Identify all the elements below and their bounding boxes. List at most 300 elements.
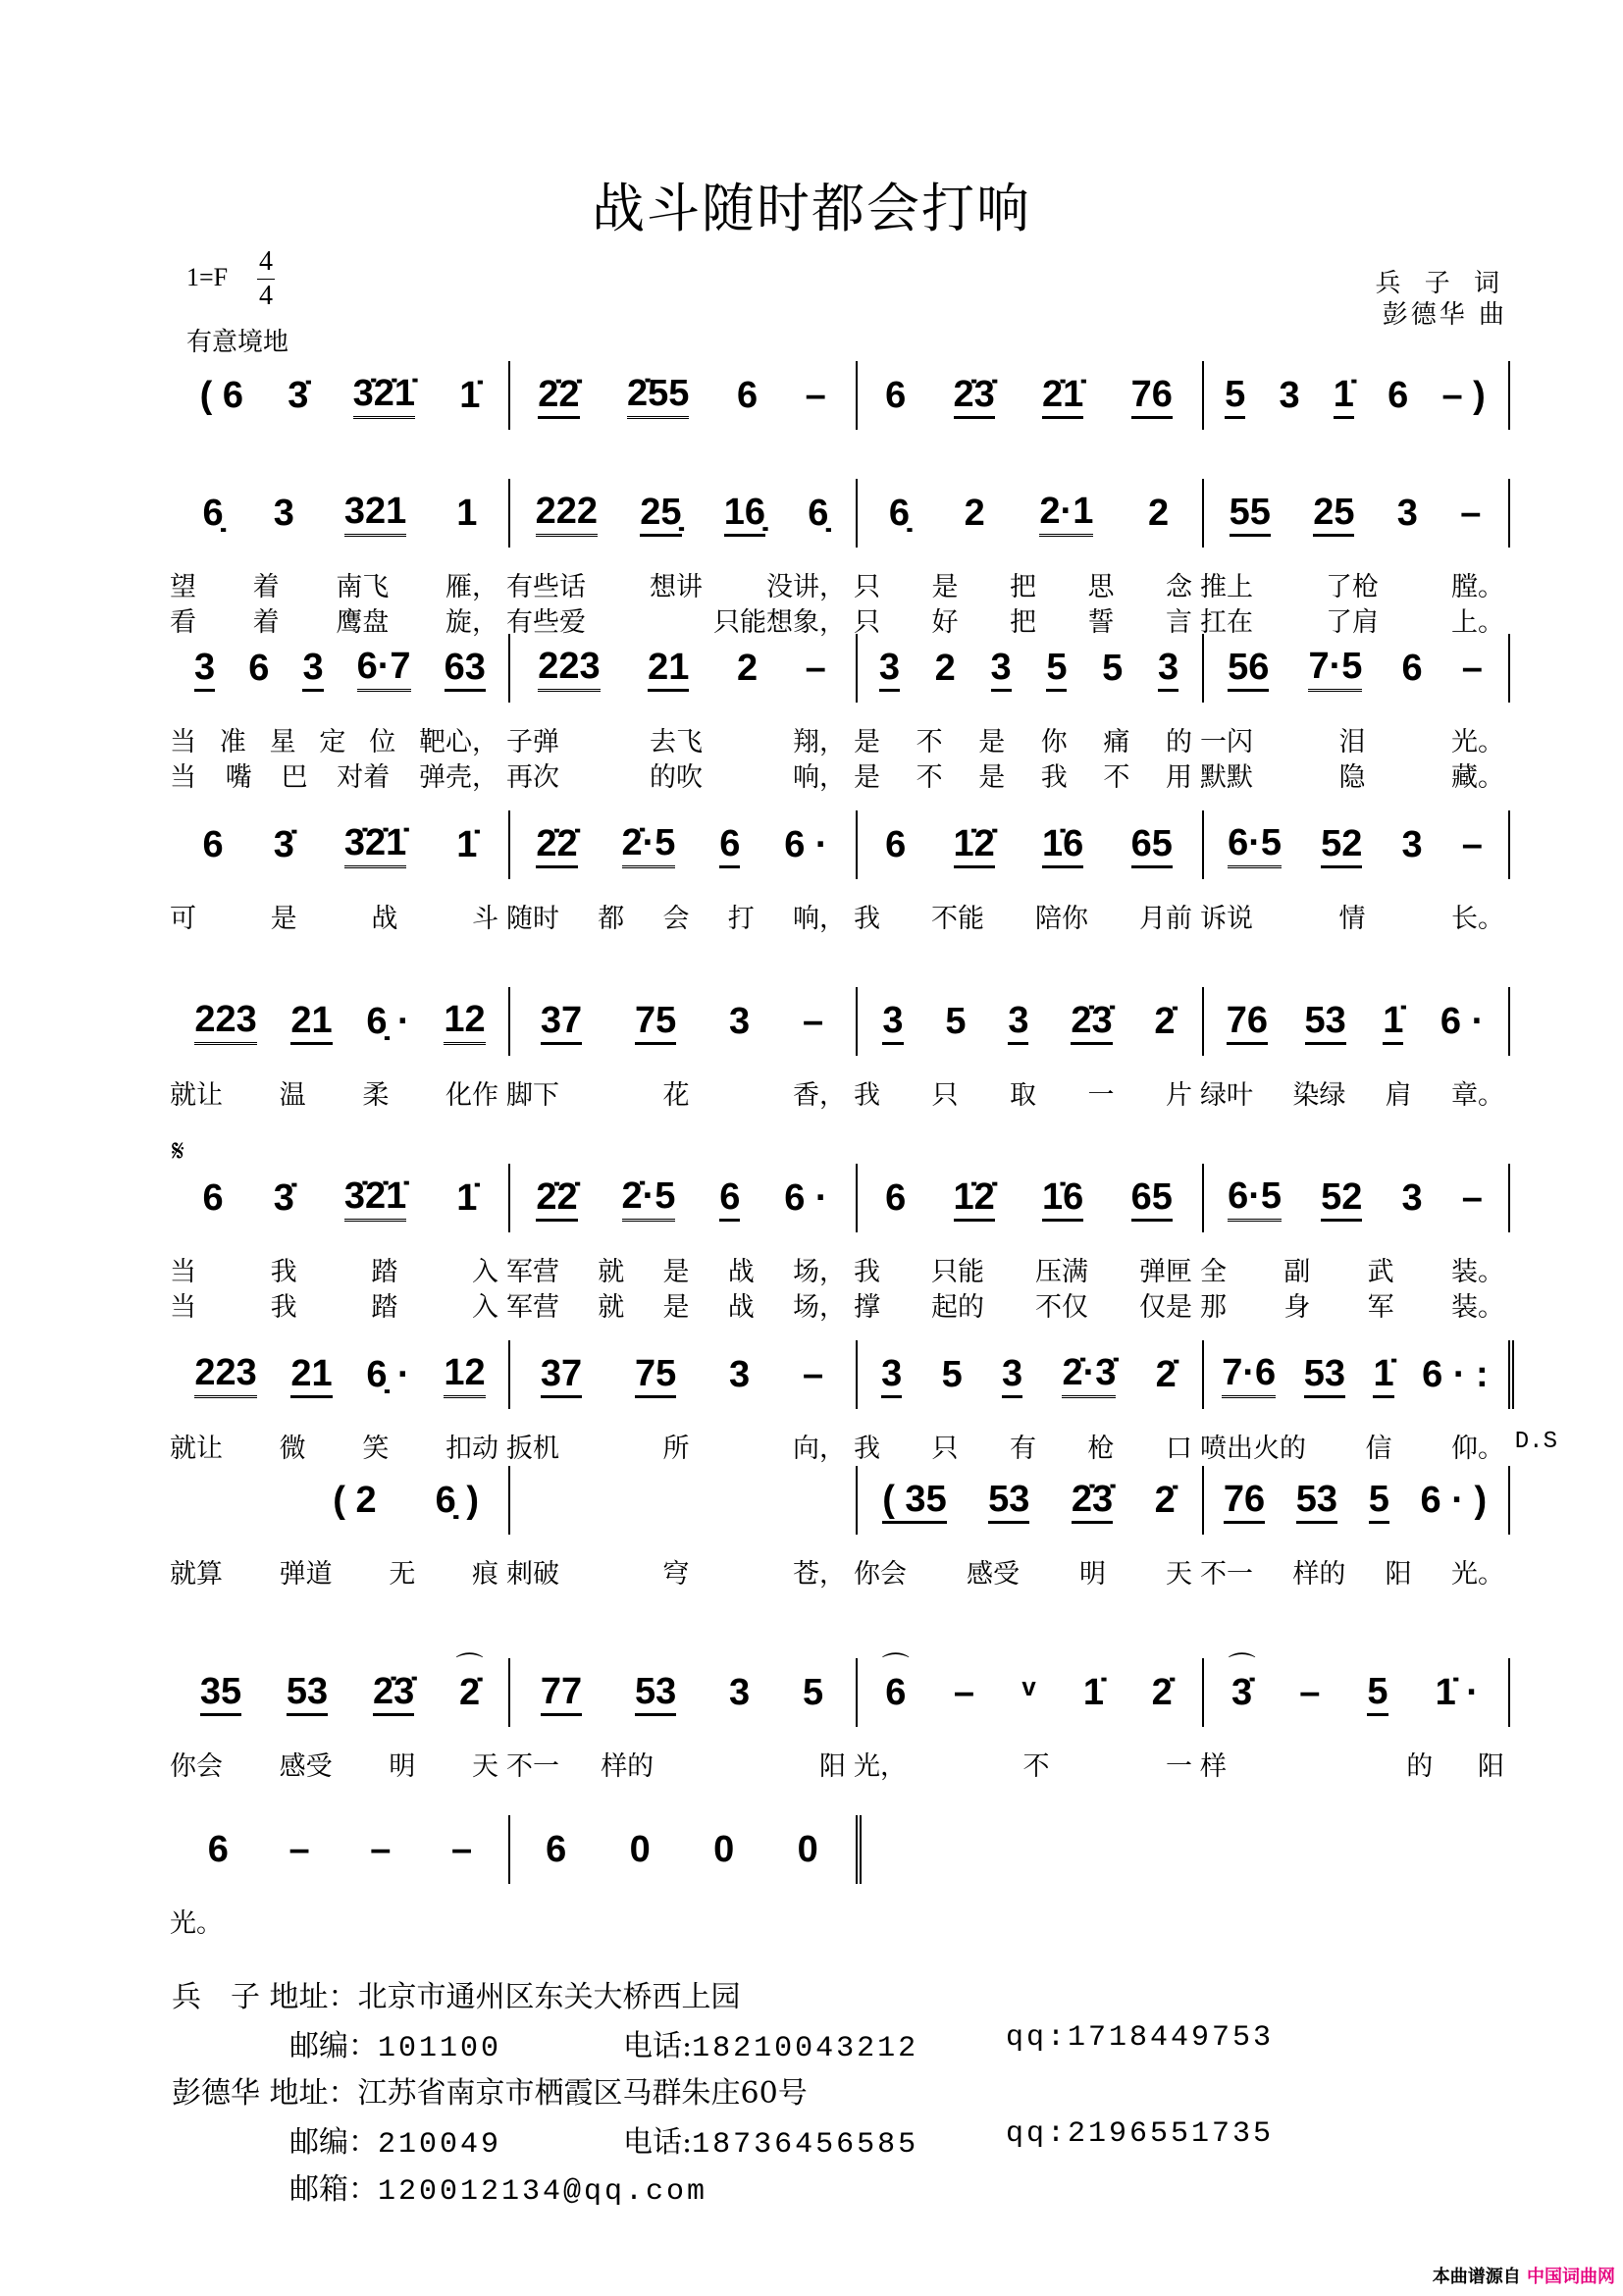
lyric-word: 踏: [371, 1292, 398, 1323]
lyric-word: 痛: [1103, 727, 1130, 757]
lyric-measure: [166, 897, 502, 935]
lyric-word: 就让: [170, 1080, 223, 1111]
contact-line-2: [289, 2021, 1275, 2065]
time-signature-top: 4: [259, 246, 273, 277]
email: 120012134@qq.com: [378, 2175, 708, 2209]
note: 1̇ ·: [1435, 1672, 1479, 1713]
lyric-word: 弹道: [279, 1559, 333, 1590]
measure: [856, 1344, 1202, 1405]
lyrics-line: [172, 1073, 1508, 1109]
barline: [508, 361, 510, 430]
lyric-word: 鹰盘: [336, 607, 390, 638]
barline: [856, 1164, 858, 1232]
note: 76: [1227, 999, 1268, 1045]
lyric-measure: [1196, 720, 1508, 758]
lyric-measure: [166, 1073, 502, 1112]
note: 6̣ ·: [366, 1354, 410, 1395]
note: 6: [202, 1177, 224, 1219]
measure: [856, 1651, 1202, 1723]
staff-system: [170, 1134, 1508, 1323]
lyric-word: 巴: [281, 762, 308, 793]
note: 53: [1305, 999, 1346, 1045]
staff-system: [172, 991, 1508, 1109]
lyric-measure: [850, 1285, 1196, 1324]
note: 3: [1008, 999, 1028, 1045]
lyric-word: 不: [916, 727, 943, 757]
note: 53: [988, 1478, 1029, 1524]
watermark-site[interactable]: 中国词曲网: [1527, 2267, 1615, 2287]
lyric-word: 有些话: [506, 572, 586, 602]
lyric-word: 响，: [793, 904, 846, 934]
notes-row: [172, 638, 1508, 699]
lyric-word: 不仅: [1035, 1292, 1088, 1323]
watermark-prefix: 本曲谱源自: [1432, 2267, 1521, 2287]
staff-system: [172, 1819, 1508, 1937]
note: 6 ·: [1440, 1001, 1485, 1042]
lyric-word: 。: [196, 1908, 223, 1939]
lyric-measure: [166, 600, 502, 639]
lyric-word: 片: [1166, 1080, 1192, 1111]
postcode-label: 邮编：: [289, 2125, 378, 2160]
email-label: 邮箱：: [289, 2172, 378, 2207]
note: 5: [941, 1354, 963, 1395]
lyric-word: 穹: [662, 1559, 690, 1590]
lyric-word: 明: [389, 1751, 416, 1782]
note: 6: [885, 1177, 907, 1219]
measure: [508, 1819, 856, 1880]
lyric-word: 当: [170, 727, 196, 757]
lyric-word: 定: [319, 727, 346, 757]
note: 6: [719, 1175, 740, 1222]
lyric-word: 笑: [362, 1434, 390, 1464]
note: 3: [273, 493, 294, 534]
notes-row: [172, 1134, 1508, 1228]
lyric-word: 把: [1010, 572, 1036, 602]
note: 12: [444, 998, 485, 1045]
lyric-measure: [850, 720, 1196, 758]
note: 12: [444, 1351, 485, 1398]
note: 2̇ ⌒: [459, 1671, 480, 1714]
lyric-word: 装。: [1450, 1292, 1504, 1323]
note: 2̇2̇: [536, 822, 577, 868]
note: 2̇55: [627, 372, 689, 419]
lyric-word: 扳机: [506, 1434, 559, 1464]
note: 6 ⌒: [885, 1671, 906, 1714]
qq-label: qq:: [1006, 2117, 1069, 2151]
lyric-measure: [166, 565, 502, 603]
measure: [172, 483, 508, 544]
lyric-word: 默默: [1200, 762, 1253, 793]
lyric-measure: [166, 1902, 502, 1940]
contact-line-1: [172, 1972, 741, 2015]
lyric-word: 言: [1166, 607, 1192, 638]
lyric-word: 场，: [793, 1257, 846, 1287]
lyric-word: 你会: [170, 1751, 223, 1782]
lyric-word: 化作: [445, 1080, 498, 1111]
note: 2̇3̇: [1071, 999, 1112, 1045]
measure: [1202, 1168, 1508, 1228]
lyric-word: 陪你: [1035, 904, 1088, 934]
barline: [856, 987, 858, 1056]
note: 6: [1401, 648, 1423, 689]
lyric-word: 脚下: [506, 1080, 559, 1111]
lyric-word: 我: [270, 1257, 297, 1287]
note: 3: [882, 999, 903, 1045]
note: 2̇·3̇: [1062, 1351, 1116, 1398]
notes-row: [172, 483, 1508, 544]
barline: [856, 810, 858, 879]
barline: [856, 1340, 858, 1409]
lyric-word: 只能想象，: [713, 607, 846, 638]
note: 1̇2̇: [954, 1175, 995, 1222]
lyric-word: 扛在: [1200, 607, 1253, 638]
lyric-measure: [502, 1285, 850, 1324]
note: 3: [1396, 493, 1418, 534]
note: 3̇2̇1̇: [344, 821, 406, 868]
lyric-measure: [502, 1427, 850, 1465]
lyric-word: 军营: [506, 1292, 559, 1323]
note: 3̇: [273, 824, 294, 865]
lyric-word: 光，: [854, 1751, 907, 1782]
qq-number: 1718449753: [1068, 2021, 1275, 2055]
note: –: [953, 1672, 975, 1713]
lyric-word: 了枪: [1326, 572, 1379, 602]
note: 55: [1230, 491, 1271, 537]
note: 3: [1401, 1177, 1423, 1219]
barline: [508, 1815, 510, 1884]
lyric-word: 着: [252, 572, 280, 602]
note: 1̇: [1334, 373, 1354, 419]
note: –: [288, 1829, 310, 1870]
lyric-word: 弹壳，: [419, 762, 498, 793]
postcode-label: 邮编：: [289, 2029, 378, 2063]
song-title: 战斗随时都会打响: [592, 178, 1031, 239]
lyric-word: 不一: [506, 1751, 559, 1782]
note: 6: [885, 375, 907, 416]
note: 6: [207, 1829, 229, 1870]
measure: [856, 365, 1202, 426]
note: 3: [729, 1001, 751, 1042]
lyrics-line: [172, 756, 1508, 791]
lyric-measure: [502, 897, 850, 935]
measure: [172, 1168, 508, 1228]
note: ( 2: [333, 1480, 377, 1521]
note: 53: [635, 1670, 676, 1716]
note: 3: [879, 646, 900, 692]
lyric-word: 不: [1103, 762, 1130, 793]
note: –: [805, 648, 826, 689]
note: 6: [546, 1829, 567, 1870]
note: 2: [1148, 493, 1170, 534]
note: 75: [635, 999, 676, 1045]
barline: [508, 1340, 510, 1409]
measure: [856, 638, 1202, 699]
barline: [508, 987, 510, 1056]
note: 53: [1304, 1352, 1345, 1398]
lyric-word: 压满: [1035, 1257, 1088, 1287]
barline: [856, 1466, 858, 1535]
lyric-word: 柔: [362, 1080, 390, 1111]
note: 3: [302, 646, 323, 692]
lyric-word: 喷出火的: [1200, 1434, 1306, 1464]
note: 2̇·5: [622, 821, 676, 868]
phone-label: 电话:: [623, 2029, 693, 2063]
lyric-word: 明: [1079, 1559, 1106, 1590]
note: 223: [538, 645, 600, 692]
lyric-word: 不: [1022, 1751, 1050, 1782]
note: 6·7: [357, 645, 411, 692]
barline: [508, 479, 510, 548]
lyric-word: 只能: [931, 1257, 984, 1287]
note: 2̇1̇: [1042, 373, 1083, 419]
note: 3̇ ⌒: [1231, 1671, 1252, 1714]
note: 5: [802, 1672, 824, 1713]
lyric-measure: [1196, 565, 1508, 603]
lyric-measure: [502, 600, 850, 639]
barline: [856, 361, 858, 430]
note: 52: [1321, 1175, 1362, 1222]
lyric-word: 就: [598, 1292, 625, 1323]
lyric-word: 痕: [471, 1559, 498, 1590]
note: 3̇2̇1̇: [353, 372, 415, 419]
note: 56: [1228, 646, 1269, 692]
lyric-word: 光。: [1450, 1559, 1504, 1590]
barline: [508, 1658, 510, 1727]
note: 1: [456, 493, 478, 534]
note: 25: [1313, 491, 1354, 537]
notes-row: [172, 1470, 1508, 1531]
barline: [1202, 1466, 1204, 1535]
measure: [172, 1344, 508, 1405]
measure: [508, 1344, 856, 1405]
note: 1̇: [456, 1177, 478, 1219]
lyric-word: 藏。: [1451, 762, 1504, 793]
lyric-word: 当: [170, 762, 196, 793]
lyric-measure: [850, 1745, 1196, 1783]
staff-system: [172, 365, 1508, 426]
notes-row: [172, 991, 1508, 1052]
lyric-word: 用: [1165, 762, 1192, 793]
note: 223: [194, 1351, 256, 1398]
lyric-word: 着: [252, 607, 280, 638]
lyric-measure: [166, 756, 502, 794]
measure: [172, 1651, 508, 1723]
note: – ): [1441, 375, 1486, 416]
lyric-word: 天: [1166, 1559, 1192, 1590]
note: 7·5: [1308, 645, 1362, 692]
measure: [508, 1168, 856, 1228]
note: 2̇: [1151, 1672, 1173, 1713]
note: 2·1: [1039, 490, 1093, 537]
lyric-word: 当: [170, 1292, 196, 1323]
lyric-word: 隐: [1338, 762, 1366, 793]
note: 37: [541, 999, 582, 1045]
note: –: [1299, 1672, 1321, 1713]
staff-system: [172, 483, 1508, 636]
note: 5: [1225, 373, 1245, 419]
qq-label: qq:: [1006, 2021, 1069, 2055]
measure: [508, 1470, 856, 1531]
note: 2̇2̇: [536, 1175, 577, 1222]
note: 321: [344, 490, 406, 537]
note: 5: [1369, 1478, 1389, 1524]
barline: [856, 634, 858, 703]
time-signature: [257, 247, 275, 311]
note: 6: [202, 824, 224, 865]
lyrics-line: [172, 720, 1508, 756]
note: 3̇2̇1̇: [344, 1174, 406, 1222]
note: 0: [797, 1829, 818, 1870]
note: 3: [1279, 375, 1300, 416]
note: 222: [536, 490, 598, 537]
lyrics-line: [172, 1285, 1508, 1321]
phone: 18210043212: [692, 2032, 919, 2065]
lyric-measure: [502, 720, 850, 758]
lyric-word: 样的: [1292, 1559, 1346, 1590]
measure: [1202, 991, 1508, 1052]
lyric-measure: [1196, 1427, 1508, 1465]
note: 1̇: [456, 824, 478, 865]
note: 76: [1224, 1478, 1265, 1524]
lyric-word: 入: [471, 1292, 498, 1323]
lyric-word: 弹匣: [1139, 1257, 1192, 1287]
lyric-word: 雁，: [445, 572, 498, 602]
barline: [1508, 1466, 1510, 1535]
note: 5: [1367, 1670, 1387, 1716]
lyric-word: 章。: [1450, 1080, 1504, 1111]
lyric-word: 肩: [1385, 1080, 1412, 1111]
lyric-word: 我: [854, 1080, 880, 1111]
lyric-word: 位: [369, 727, 396, 757]
barline: [1508, 361, 1510, 430]
lyric-word: 我: [854, 904, 880, 934]
lyric-word: 当: [170, 1257, 196, 1287]
barline: [508, 634, 510, 703]
fermata-icon: ⌒: [881, 1651, 910, 1682]
lyric-word: 有些爱: [506, 607, 586, 638]
lyric-measure: [502, 1250, 850, 1288]
lyric-word: 是: [978, 727, 1006, 757]
lyrics-line: [172, 600, 1508, 636]
barline: [508, 1164, 510, 1232]
lyrics-line: [172, 1552, 1508, 1588]
note: 6̣ ·: [366, 1001, 410, 1042]
fermata-icon: ⌒: [455, 1651, 484, 1682]
barline: [1202, 987, 1204, 1056]
lyric-word: 阳: [1385, 1559, 1412, 1590]
lyric-word: 军: [1367, 1292, 1394, 1323]
time-signature-bottom: 4: [259, 281, 273, 311]
note: 6̣: [808, 493, 829, 534]
lyric-word: 就算: [170, 1559, 223, 1590]
note: 6 ·: [784, 824, 828, 865]
contact-line-4: [289, 2117, 1275, 2162]
note: ( 6: [199, 375, 243, 416]
note: 6: [719, 822, 740, 868]
lyric-word: 只: [854, 607, 880, 638]
lyric-measure: [502, 1073, 850, 1112]
notes-row: [172, 1651, 1508, 1723]
note: 3: [881, 1352, 902, 1398]
measure: [172, 638, 508, 699]
segno-sign: 𝄋: [172, 1134, 184, 1169]
lyric-word: 战: [371, 904, 398, 934]
lyric-word: 打: [727, 904, 755, 934]
lyric-word: 对着: [337, 762, 391, 793]
note: 0: [629, 1829, 651, 1870]
lyric-word: 只: [931, 1080, 959, 1111]
measure: [1202, 1344, 1508, 1405]
lyric-word: 有: [1010, 1434, 1036, 1464]
lyric-measure: [1196, 1745, 1508, 1783]
lyric-word: 的吹: [650, 762, 703, 793]
lyric-word: 军营: [506, 1257, 559, 1287]
lyric-word: 绿叶: [1200, 1080, 1253, 1111]
note: 25̣: [640, 491, 681, 537]
note: 1̇: [1082, 1672, 1105, 1713]
lyric-word: 的: [1165, 727, 1192, 757]
barline: [856, 1815, 862, 1884]
measure: [508, 991, 856, 1052]
note: 3̇: [288, 375, 309, 416]
note: 37: [541, 1352, 582, 1398]
postcode: 101100: [378, 2032, 502, 2065]
lyric-word: 誓: [1087, 607, 1115, 638]
note: 3: [1401, 824, 1423, 865]
lyric-measure: [166, 1427, 502, 1465]
lyric-word: 样的: [601, 1751, 654, 1782]
note: 77: [541, 1670, 582, 1716]
note: 6·5: [1228, 821, 1282, 868]
barline: [1202, 1164, 1204, 1232]
lyric-measure: [1196, 1285, 1508, 1324]
note: 5: [1102, 648, 1124, 689]
measure: [172, 1470, 508, 1531]
note: 223: [194, 998, 256, 1045]
lyric-word: 身: [1283, 1292, 1311, 1323]
composer-credit: 彭德华 曲: [1382, 300, 1507, 330]
barline: [508, 1466, 510, 1535]
tempo-mood: 有意境地: [186, 328, 289, 357]
lyric-word: 取: [1010, 1080, 1036, 1111]
lyric-word: 撑: [854, 1292, 880, 1323]
measure: [856, 991, 1202, 1052]
note: 2̇3̇: [1072, 1478, 1113, 1524]
lyric-word: 我: [854, 1434, 880, 1464]
note: 53: [287, 1670, 328, 1716]
lyric-word: 都: [598, 904, 625, 934]
measure: [1202, 638, 1508, 699]
lyric-word: 看: [170, 607, 196, 638]
lyric-measure: [1196, 600, 1508, 639]
lyric-word: 上。: [1451, 607, 1504, 638]
note: 6·5: [1228, 1174, 1282, 1222]
note: 2̇2̇: [538, 373, 579, 419]
lyric-word: 只: [931, 1434, 959, 1464]
note: –: [1461, 1177, 1483, 1219]
barline: [1202, 361, 1204, 430]
lyric-measure: [850, 897, 1196, 935]
lyric-word: 花: [662, 1080, 690, 1111]
note: 21: [290, 1352, 332, 1398]
note: 21: [290, 999, 332, 1045]
note: –: [802, 1354, 824, 1395]
note: –: [1460, 493, 1482, 534]
note: 1̇: [459, 375, 481, 416]
lyric-word: 武: [1367, 1257, 1394, 1287]
lyric-word: 仰。: [1451, 1434, 1504, 1464]
notes-row: [172, 1344, 1508, 1405]
